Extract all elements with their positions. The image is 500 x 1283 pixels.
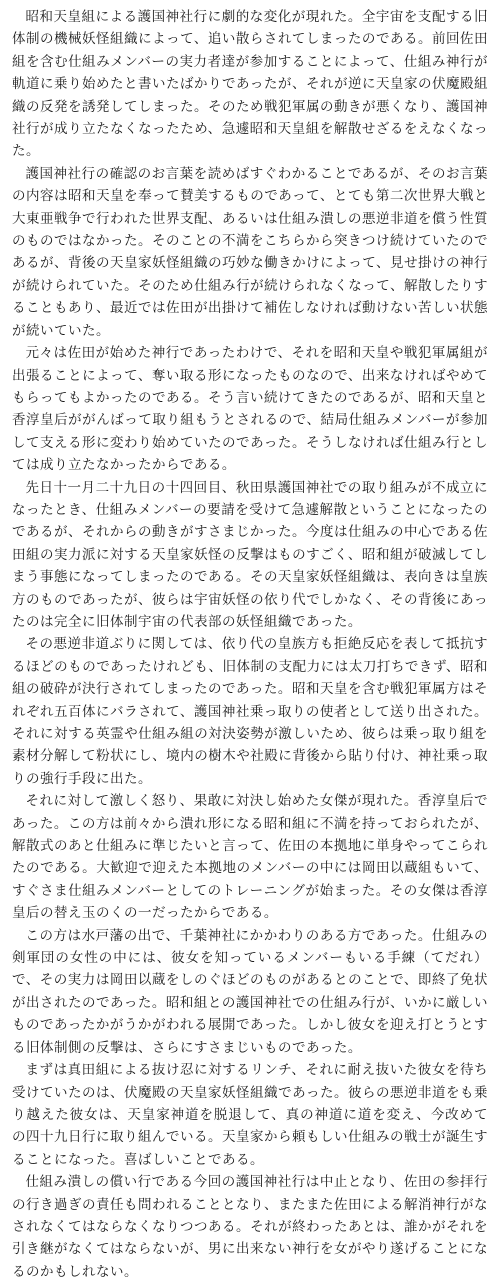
paragraph: 昭和天皇組による護国神社行に劇的な変化が現れた。全宇宙を支配する旧体制の機械妖怪組織によって、追い散らされてしまったのである。前回佐田組を含む仕組みメンバーの実力者達が参加することによって、仕組み神行が軌道に乗り始めたと書いたばかりであったが、それが逆に天皇家の伏魔殿組織の反発を誘発してしまった。そのため戦犯軍属の動きが悪くなり、護国神社行が成り立たなくなったため、急遽昭和天皇組を解散せざるをえなくなった。 xyxy=(12,9,488,160)
paragraph: まずは真田組による抜け忍に対するリンチ、それに耐え抜いた彼女を待ち受けていたのは、伏魔殿の天皇家妖怪組織であった。彼らの悪逆非道をも乗り越えた彼女は、天皇家神道を脱退して、真の神道に道を変え、今改めての四十九日行に取り組んでいる。天皇家から頼もしい仕組みの戦士が誕生することになった。喜ばしいことである。 xyxy=(12,1062,488,1168)
paragraph: その悪逆非道ぶりに関しては、依り代の皇族方も拒絶反応を表して抵抗するほどのものであったけれども、旧体制の支配力には太刀打ちできず、昭和組の破砕が決行されてしまったのであった。昭和天皇を含む戦犯軍属方はそれぞれ五百体にバラされて、護国神社乗っ取りの使者として送り出された。それに対する英霊や仕組み組の対決姿勢が激しいため、彼らは乗っ取り組を素材分解して粉状にし、境内の樹木や社殿に背後から貼り付け、神社乗っ取りの強行手段に出た。 xyxy=(12,636,488,787)
paragraph: 護国神社行の確認のお言葉を読めばすぐわかることであるが、そのお言葉の内容は昭和天皇を奉って賛美するものであって、とても第二次世界大戦と大東亜戦争で行われた世界支配、あるいは仕組み潰しの悪逆非道を償う性質のものではなかった。そのことの不満をこちらから突きつけ続けていたのであるが、背後の天皇家妖怪組織の巧妙な働きかけによって、見せ掛けの神行が続けられていた。そのため仕組み行が続けられなくなって、解散したりすることもあり、最近では佐田が出掛けて補佐しなければ動けない苦しい状態が続いていた。 xyxy=(12,165,488,339)
paragraph: 先日十一月二十九日の十四回目、秋田県護国神社での取り組みが不成立になったとき、仕組みメンバーの要請を受けて急遽解散ということになったのであるが、それからの動きがすさまじかった。今度は仕組みの中心である佐田組の実力派に対する天皇家妖怪の反撃はものすごく、昭和組が破滅してしまう事態になってしまったのである。その天皇家妖怪組織は、表向きは皇族方のものであったが、彼らは宇宙妖怪の依り代でしかなく、その背後にあったのは完全に旧体制宇宙の代表部の妖怪組織であった。 xyxy=(12,479,488,630)
paragraph: それに対して激しく怒り、果敢に対決し始めた女傑が現れた。香淳皇后であった。この方は前々から潰れ形になる昭和組に不満を持っておられたが、解散式のあと仕組みに準じたいと言って、佐田の本拠地に単身やってこられたのである。大歓迎で迎えた本拠地のメンバーの中には岡田以蔵組もいて、すぐさま仕組みメンバーとしてのトレーニングが始まった。その女傑は香淳皇后の替え玉のくの一だったからである。 xyxy=(12,793,488,922)
paragraph: 元々は佐田が始めた神行であったわけで、それを昭和天皇や戦犯軍属組が出張ることによって、奪い取る形になったものなので、出来なければやめてもらってもよかったのである。そう言い続けてきたのであるが、昭和天皇と香淳皇后ががんばって取り組もうとされるので、結局仕組みメンバーが参加して支える形に変わり始めていたのであった。そうしなければ仕組み行としては成り立たなかったからである。 xyxy=(12,345,488,474)
paragraph: 仕組み潰しの償い行である今回の護国神社行は中止となり、佐田の参拝行の行き過ぎの責任も問われることとなり、またまた佐田による解消神行がなされなくてはならなくなりつつある。それが終わったあとは、誰かがそれを引き継がなくてはならないが、男に出来ない神行を女がやり遂げることになるのかもしれない。 xyxy=(12,1174,488,1280)
paragraph: この方は水戸藩の出で、千葉神社にかかわりのある方であった。仕組みの剣軍団の女性の中には、彼女を知っているメンバーもいる手練（てだれ）で、その実力は岡田以蔵をしのぐほどのものがあるとのことで、即終了免状が出されたのであった。昭和組との護国神社での仕組み行が、いかに厳しいものであったかがうかがわれる展開であった。しかし彼女を迎え打とうとする旧体制側の反撃は、さらにすさまじいものであった。 xyxy=(12,927,488,1056)
